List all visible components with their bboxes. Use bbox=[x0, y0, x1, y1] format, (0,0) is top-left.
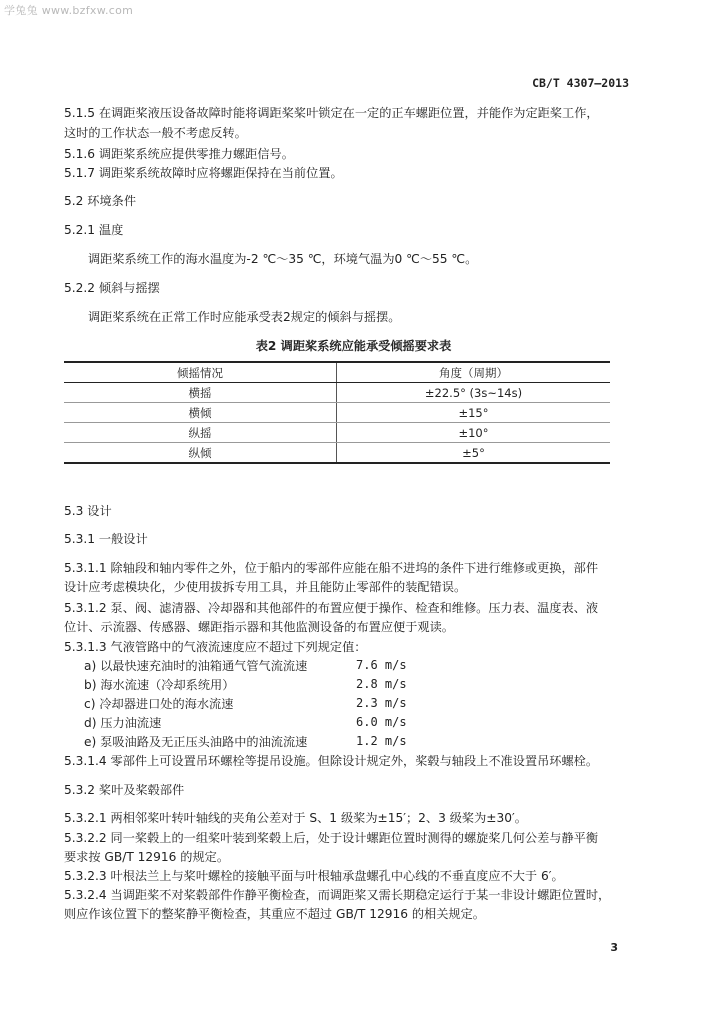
section-heading: 5.3.1 一般设计 bbox=[64, 532, 148, 546]
speed-value: 6.0 m/s bbox=[356, 715, 407, 729]
text-line: 5.1.5 在调距桨液压设备故障时能将调距桨桨叶锁定在一定的正车螺距位置，并能作为定距桨工作， bbox=[64, 106, 599, 120]
text-line: 5.3.1.3 气液管路中的气液流速度应不超过下列规定值： bbox=[64, 640, 367, 654]
list-item: d) 压力油流速 bbox=[84, 716, 162, 730]
tilt-table bbox=[64, 361, 610, 464]
watermark: 学兔兔 www.bzfxw.com bbox=[4, 4, 134, 17]
section-heading: 5.3 设计 bbox=[64, 504, 112, 518]
text-line: 则应作该位置下的整桨静平衡检查，其重应不超过 GB/T 12916 的相关规定。 bbox=[64, 907, 485, 921]
text-line: 5.3.1.4 零部件上可设置吊环螺栓等提吊设施。但除设计规定外，桨毂与轴段上不准设置吊环螺栓。 bbox=[64, 754, 599, 768]
section-heading: 5.2.2 倾斜与摇摆 bbox=[64, 281, 160, 295]
list-item: a) 以最快速充油时的油箱通气管气流流速 bbox=[84, 659, 308, 673]
text-line: 5.3.1.1 除轴段和轴内零件之外，位于船内的零部件应能在船不进坞的条件下进行维修或更换，部件 bbox=[64, 561, 599, 575]
text-line: 5.3.2.1 两相邻桨叶转叶轴线的夹角公差对于 S、1 级桨为±15′；2、3 级桨为±30′。 bbox=[64, 811, 527, 825]
speed-value: 7.6 m/s bbox=[356, 658, 407, 672]
text-line: 调距桨系统在正常工作时应能承受表2规定的倾斜与摇摆。 bbox=[88, 310, 401, 324]
text-line: 这时的工作状态一般不考虑反转。 bbox=[64, 126, 247, 140]
table-row: 横摇 ±22.5° (3s~14s) bbox=[64, 383, 610, 403]
speed-value: 1.2 m/s bbox=[356, 734, 407, 748]
list-item: e) 泵吸油路及无正压头油路中的油流流速 bbox=[84, 735, 308, 749]
list-item: b) 海水流速（冷却系统用） bbox=[84, 678, 235, 692]
text-line: 位计、示流器、传感器、螺距指示器和其他监测设备的布置应便于观读。 bbox=[64, 620, 454, 634]
list-item: c) 冷却器进口处的海水流速 bbox=[84, 697, 234, 711]
text-line: 5.1.6 调距桨系统应提供零推力螺距信号。 bbox=[64, 147, 294, 161]
table-header: 角度（周期） bbox=[337, 362, 611, 383]
table-row: 横倾 ±15° bbox=[64, 403, 610, 423]
standard-number: CB/T 4307—2013 bbox=[532, 76, 629, 90]
section-heading: 5.2.1 温度 bbox=[64, 223, 124, 237]
text-line: 5.3.2.2 同一桨毂上的一组桨叶装到桨毂上后，处于设计螺距位置时测得的螺旋桨几何公差与静平衡 bbox=[64, 831, 599, 845]
section-heading: 5.3.2 桨叶及桨毂部件 bbox=[64, 783, 185, 797]
text-line: 调距桨系统工作的海水温度为-2 ℃～35 ℃，环境气温为0 ℃～55 ℃。 bbox=[88, 252, 478, 266]
speed-value: 2.3 m/s bbox=[356, 696, 407, 710]
text-line: 5.3.1.2 泵、阀、滤清器、冷却器和其他部件的布置应便于操作、检查和维修。压力表、温度表、液 bbox=[64, 601, 599, 615]
text-line: 5.3.2.4 当调距桨不对桨毂部件作静平衡检查，而调距桨又需长期稳定运行于某一非设计螺距位置时， bbox=[64, 888, 611, 902]
speed-value: 2.8 m/s bbox=[356, 677, 407, 691]
text-line: 5.3.2.3 叶根法兰上与桨叶螺栓的接触平面与叶根轴承盘螺孔中心线的不垂直度应不大于 6′。 bbox=[64, 869, 564, 883]
page-number: 3 bbox=[610, 941, 618, 954]
table-row: 纵摇 ±10° bbox=[64, 423, 610, 443]
text-line: 要求按 GB/T 12916 的规定。 bbox=[64, 850, 230, 864]
text-line: 5.1.7 调距桨系统故障时应将螺距保持在当前位置。 bbox=[64, 166, 343, 180]
table-caption: 表2 调距桨系统应能承受倾摇要求表 bbox=[255, 339, 452, 353]
text-line: 设计应考虑模块化，少使用拔拆专用工具，并且能防止零部件的装配错误。 bbox=[64, 580, 467, 594]
section-heading: 5.2 环境条件 bbox=[64, 194, 137, 208]
table-header: 倾摇情况 bbox=[64, 362, 337, 383]
table-header-row bbox=[64, 362, 610, 383]
table-row: 纵倾 ±5° bbox=[64, 443, 610, 464]
